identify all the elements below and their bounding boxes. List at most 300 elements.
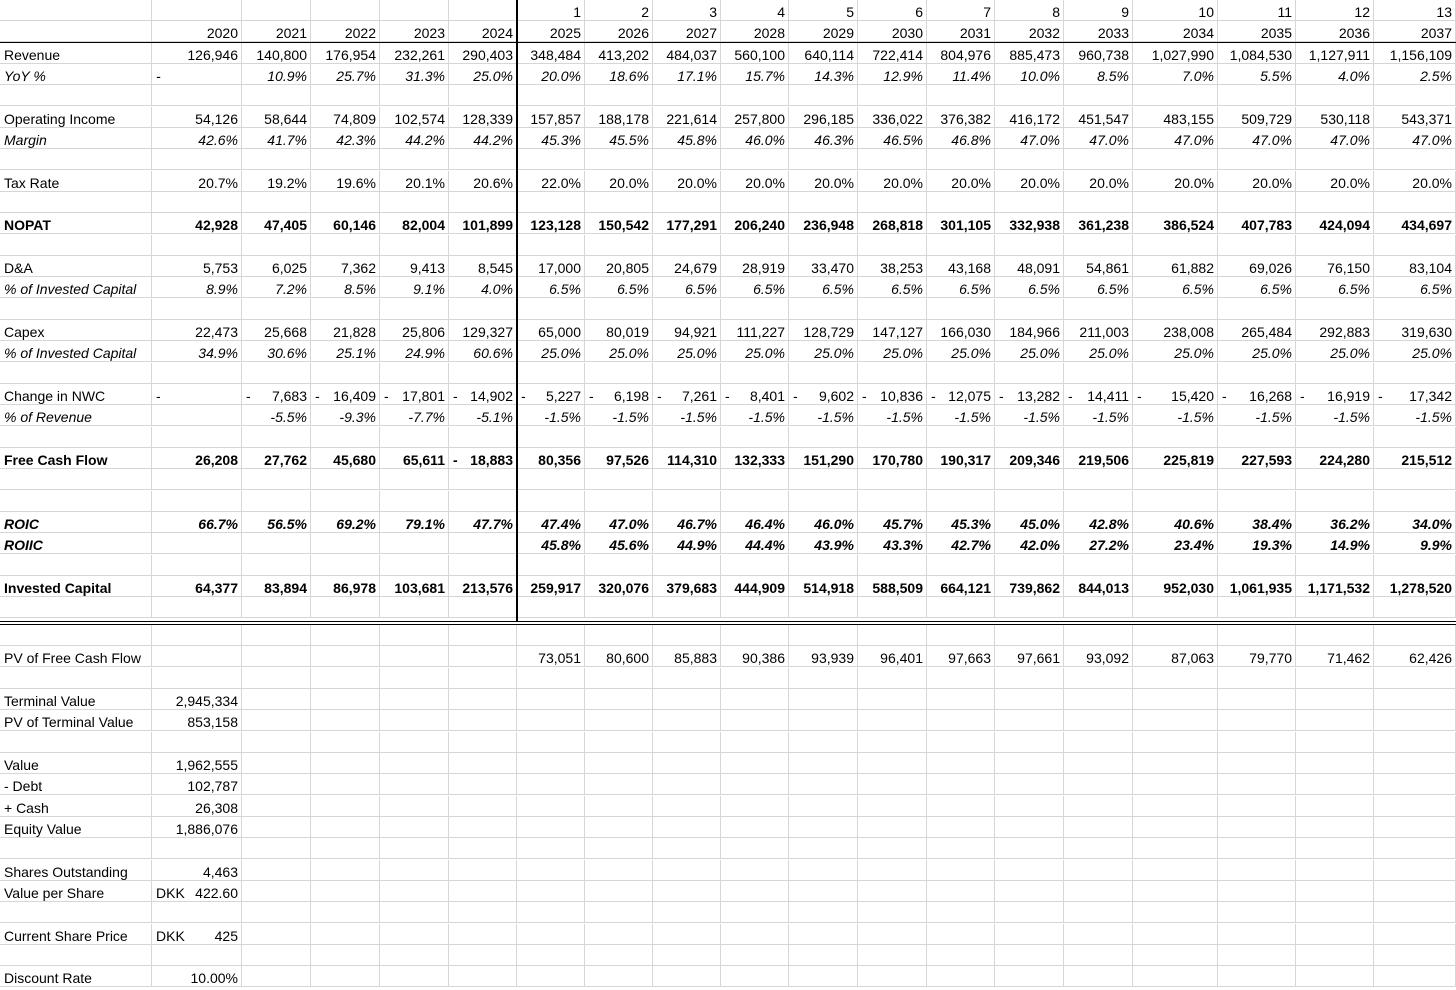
value-cell[interactable] <box>1133 43 1218 64</box>
value-cell[interactable] <box>1296 860 1374 881</box>
row-label-cell[interactable] <box>0 491 152 512</box>
row-label-cell[interactable] <box>0 171 152 192</box>
header-cell[interactable] <box>927 0 995 21</box>
value-cell[interactable] <box>311 796 380 817</box>
value-cell[interactable] <box>789 774 858 795</box>
value-cell[interactable] <box>653 235 721 256</box>
row-label-cell[interactable] <box>0 384 152 405</box>
value-cell[interactable] <box>858 668 927 689</box>
value-cell[interactable] <box>585 43 653 64</box>
value-cell[interactable] <box>927 838 995 859</box>
value-cell[interactable] <box>380 171 449 192</box>
header-cell[interactable] <box>311 21 380 42</box>
value-cell[interactable] <box>585 341 653 362</box>
value-cell[interactable] <box>585 213 653 234</box>
value-cell[interactable] <box>653 817 721 838</box>
value-cell[interactable] <box>449 448 517 469</box>
row-label-cell[interactable] <box>0 192 152 213</box>
value-cell[interactable] <box>1133 902 1218 923</box>
value-cell[interactable] <box>152 469 242 490</box>
value-cell[interactable] <box>449 405 517 426</box>
value-cell[interactable] <box>721 796 789 817</box>
value-cell[interactable] <box>995 774 1064 795</box>
value-cell[interactable] <box>449 256 517 277</box>
row-label-cell[interactable] <box>0 299 152 320</box>
value-cell[interactable] <box>585 171 653 192</box>
value-cell[interactable] <box>152 384 242 405</box>
value-cell[interactable] <box>1133 213 1218 234</box>
value-cell[interactable] <box>242 668 311 689</box>
value-cell[interactable] <box>380 902 449 923</box>
value-cell[interactable] <box>517 43 585 64</box>
value-cell[interactable] <box>653 43 721 64</box>
value-cell[interactable] <box>858 555 927 576</box>
value-cell[interactable] <box>311 235 380 256</box>
value-cell[interactable] <box>311 341 380 362</box>
value-cell[interactable] <box>721 405 789 426</box>
header-cell[interactable] <box>152 0 242 21</box>
value-cell[interactable] <box>858 732 927 753</box>
value-cell[interactable] <box>995 277 1064 298</box>
value-cell[interactable] <box>653 469 721 490</box>
value-cell[interactable] <box>1218 277 1296 298</box>
value-cell[interactable] <box>152 576 242 597</box>
value-cell[interactable] <box>242 235 311 256</box>
value-cell[interactable] <box>585 881 653 902</box>
value-cell[interactable] <box>517 235 585 256</box>
value-cell[interactable] <box>1374 860 1456 881</box>
value-cell[interactable] <box>1133 576 1218 597</box>
header-cell[interactable] <box>1374 21 1456 42</box>
value-cell[interactable] <box>311 753 380 774</box>
header-cell[interactable] <box>653 21 721 42</box>
value-cell[interactable] <box>449 213 517 234</box>
value-cell[interactable] <box>449 555 517 576</box>
value-cell[interactable] <box>585 796 653 817</box>
value-cell[interactable] <box>653 107 721 128</box>
value-cell[interactable] <box>585 646 653 667</box>
value-cell[interactable] <box>152 689 242 710</box>
header-cell[interactable] <box>380 21 449 42</box>
value-cell[interactable] <box>242 838 311 859</box>
value-cell[interactable] <box>721 107 789 128</box>
value-cell[interactable] <box>1218 448 1296 469</box>
value-cell[interactable] <box>1133 384 1218 405</box>
value-cell[interactable] <box>927 796 995 817</box>
row-label-cell[interactable] <box>0 710 152 731</box>
value-cell[interactable] <box>517 149 585 170</box>
value-cell[interactable] <box>242 427 311 448</box>
value-cell[interactable] <box>1064 597 1133 618</box>
row-label-cell[interactable] <box>0 817 152 838</box>
value-cell[interactable] <box>1133 924 1218 945</box>
value-cell[interactable] <box>653 597 721 618</box>
value-cell[interactable] <box>1064 171 1133 192</box>
row-label-cell[interactable] <box>0 107 152 128</box>
value-cell[interactable] <box>1296 128 1374 149</box>
value-cell[interactable] <box>517 85 585 106</box>
value-cell[interactable] <box>721 646 789 667</box>
value-cell[interactable] <box>1218 149 1296 170</box>
value-cell[interactable] <box>311 576 380 597</box>
value-cell[interactable] <box>927 192 995 213</box>
header-cell[interactable] <box>927 21 995 42</box>
row-label-cell[interactable] <box>0 448 152 469</box>
value-cell[interactable] <box>721 924 789 945</box>
value-cell[interactable] <box>1064 774 1133 795</box>
value-cell[interactable] <box>1296 427 1374 448</box>
value-cell[interactable] <box>242 881 311 902</box>
value-cell[interactable] <box>1374 512 1456 533</box>
header-label-cell[interactable] <box>0 21 152 42</box>
value-cell[interactable] <box>1374 256 1456 277</box>
value-cell[interactable] <box>927 448 995 469</box>
value-cell[interactable] <box>585 753 653 774</box>
value-cell[interactable] <box>858 235 927 256</box>
value-cell[interactable] <box>1133 469 1218 490</box>
value-cell[interactable] <box>449 597 517 618</box>
value-cell[interactable] <box>517 966 585 987</box>
value-cell[interactable] <box>927 966 995 987</box>
value-cell[interactable] <box>721 192 789 213</box>
header-cell[interactable] <box>721 0 789 21</box>
value-cell[interactable] <box>927 924 995 945</box>
value-cell[interactable] <box>1374 796 1456 817</box>
value-cell[interactable] <box>1296 796 1374 817</box>
value-cell[interactable] <box>242 625 311 646</box>
value-cell[interactable] <box>995 817 1064 838</box>
value-cell[interactable] <box>311 555 380 576</box>
value-cell[interactable] <box>242 753 311 774</box>
value-cell[interactable] <box>1218 341 1296 362</box>
value-cell[interactable] <box>927 341 995 362</box>
value-cell[interactable] <box>1064 213 1133 234</box>
row-label-cell[interactable] <box>0 256 152 277</box>
value-cell[interactable] <box>242 689 311 710</box>
value-cell[interactable] <box>517 625 585 646</box>
value-cell[interactable] <box>449 966 517 987</box>
value-cell[interactable] <box>1218 902 1296 923</box>
value-cell[interactable] <box>449 576 517 597</box>
value-cell[interactable] <box>517 597 585 618</box>
value-cell[interactable] <box>1064 533 1133 554</box>
value-cell[interactable] <box>1064 277 1133 298</box>
row-label-cell[interactable] <box>0 597 152 618</box>
value-cell[interactable] <box>1218 753 1296 774</box>
value-cell[interactable] <box>1064 149 1133 170</box>
value-cell[interactable] <box>1374 107 1456 128</box>
value-cell[interactable] <box>1064 796 1133 817</box>
value-cell[interactable] <box>449 838 517 859</box>
value-cell[interactable] <box>1296 107 1374 128</box>
value-cell[interactable] <box>152 171 242 192</box>
value-cell[interactable] <box>152 860 242 881</box>
value-cell[interactable] <box>1133 689 1218 710</box>
value-cell[interactable] <box>927 469 995 490</box>
value-cell[interactable] <box>152 625 242 646</box>
value-cell[interactable] <box>449 512 517 533</box>
value-cell[interactable] <box>858 363 927 384</box>
value-cell[interactable] <box>1064 966 1133 987</box>
value-cell[interactable] <box>1064 555 1133 576</box>
row-label-cell[interactable] <box>0 945 152 966</box>
value-cell[interactable] <box>1064 107 1133 128</box>
value-cell[interactable] <box>449 945 517 966</box>
value-cell[interactable] <box>995 192 1064 213</box>
value-cell[interactable] <box>242 902 311 923</box>
value-cell[interactable] <box>1133 710 1218 731</box>
value-cell[interactable] <box>789 753 858 774</box>
value-cell[interactable] <box>517 128 585 149</box>
value-cell[interactable] <box>789 448 858 469</box>
value-cell[interactable] <box>242 966 311 987</box>
value-cell[interactable] <box>242 277 311 298</box>
value-cell[interactable] <box>449 689 517 710</box>
value-cell[interactable] <box>311 646 380 667</box>
value-cell[interactable] <box>1218 710 1296 731</box>
value-cell[interactable] <box>858 107 927 128</box>
value-cell[interactable] <box>653 924 721 945</box>
value-cell[interactable] <box>789 299 858 320</box>
value-cell[interactable] <box>1064 363 1133 384</box>
value-cell[interactable] <box>858 384 927 405</box>
value-cell[interactable] <box>721 320 789 341</box>
value-cell[interactable] <box>1218 213 1296 234</box>
row-label-cell[interactable] <box>0 668 152 689</box>
header-cell[interactable] <box>517 0 585 21</box>
value-cell[interactable] <box>995 512 1064 533</box>
value-cell[interactable] <box>1133 753 1218 774</box>
value-cell[interactable] <box>995 945 1064 966</box>
value-cell[interactable] <box>1133 64 1218 85</box>
value-cell[interactable] <box>1064 924 1133 945</box>
row-label-cell[interactable] <box>0 689 152 710</box>
value-cell[interactable] <box>653 192 721 213</box>
value-cell[interactable] <box>927 881 995 902</box>
value-cell[interactable] <box>995 555 1064 576</box>
value-cell[interactable] <box>721 149 789 170</box>
value-cell[interactable] <box>1296 192 1374 213</box>
value-cell[interactable] <box>858 149 927 170</box>
value-cell[interactable] <box>1296 966 1374 987</box>
value-cell[interactable] <box>1218 363 1296 384</box>
value-cell[interactable] <box>380 85 449 106</box>
value-cell[interactable] <box>1064 902 1133 923</box>
value-cell[interactable] <box>721 533 789 554</box>
value-cell[interactable] <box>380 668 449 689</box>
value-cell[interactable] <box>585 597 653 618</box>
value-cell[interactable] <box>858 817 927 838</box>
value-cell[interactable] <box>1064 384 1133 405</box>
value-cell[interactable] <box>995 320 1064 341</box>
value-cell[interactable] <box>311 299 380 320</box>
value-cell[interactable] <box>152 945 242 966</box>
value-cell[interactable] <box>1218 405 1296 426</box>
value-cell[interactable] <box>1296 689 1374 710</box>
row-label-cell[interactable] <box>0 85 152 106</box>
value-cell[interactable] <box>1296 597 1374 618</box>
value-cell[interactable] <box>585 555 653 576</box>
value-cell[interactable] <box>449 299 517 320</box>
value-cell[interactable] <box>380 213 449 234</box>
value-cell[interactable] <box>380 128 449 149</box>
value-cell[interactable] <box>311 405 380 426</box>
value-cell[interactable] <box>789 85 858 106</box>
value-cell[interactable] <box>1374 902 1456 923</box>
value-cell[interactable] <box>585 405 653 426</box>
value-cell[interactable] <box>927 491 995 512</box>
value-cell[interactable] <box>1218 576 1296 597</box>
value-cell[interactable] <box>517 555 585 576</box>
value-cell[interactable] <box>1374 491 1456 512</box>
value-cell[interactable] <box>1374 924 1456 945</box>
value-cell[interactable] <box>653 427 721 448</box>
value-cell[interactable] <box>517 469 585 490</box>
value-cell[interactable] <box>380 427 449 448</box>
value-cell[interactable] <box>517 299 585 320</box>
value-cell[interactable] <box>152 774 242 795</box>
value-cell[interactable] <box>1218 235 1296 256</box>
value-cell[interactable] <box>1296 710 1374 731</box>
value-cell[interactable] <box>449 753 517 774</box>
value-cell[interactable] <box>721 448 789 469</box>
value-cell[interactable] <box>1133 235 1218 256</box>
value-cell[interactable] <box>1218 43 1296 64</box>
value-cell[interactable] <box>517 405 585 426</box>
value-cell[interactable] <box>789 277 858 298</box>
value-cell[interactable] <box>242 341 311 362</box>
row-label-cell[interactable] <box>0 427 152 448</box>
value-cell[interactable] <box>1296 320 1374 341</box>
value-cell[interactable] <box>311 384 380 405</box>
value-cell[interactable] <box>1133 448 1218 469</box>
value-cell[interactable] <box>380 555 449 576</box>
value-cell[interactable] <box>152 85 242 106</box>
value-cell[interactable] <box>789 64 858 85</box>
value-cell[interactable] <box>242 469 311 490</box>
value-cell[interactable] <box>858 966 927 987</box>
value-cell[interactable] <box>858 774 927 795</box>
value-cell[interactable] <box>1133 299 1218 320</box>
value-cell[interactable] <box>517 796 585 817</box>
value-cell[interactable] <box>380 256 449 277</box>
value-cell[interactable] <box>585 427 653 448</box>
value-cell[interactable] <box>449 64 517 85</box>
value-cell[interactable] <box>789 597 858 618</box>
value-cell[interactable] <box>1133 945 1218 966</box>
value-cell[interactable] <box>1218 966 1296 987</box>
value-cell[interactable] <box>311 43 380 64</box>
value-cell[interactable] <box>1374 838 1456 859</box>
value-cell[interactable] <box>927 171 995 192</box>
value-cell[interactable] <box>858 945 927 966</box>
value-cell[interactable] <box>1218 924 1296 945</box>
header-cell[interactable] <box>1374 0 1456 21</box>
value-cell[interactable] <box>449 277 517 298</box>
value-cell[interactable] <box>789 320 858 341</box>
value-cell[interactable] <box>1374 277 1456 298</box>
value-cell[interactable] <box>1133 405 1218 426</box>
value-cell[interactable] <box>653 902 721 923</box>
value-cell[interactable] <box>1374 192 1456 213</box>
value-cell[interactable] <box>995 405 1064 426</box>
value-cell[interactable] <box>1296 149 1374 170</box>
value-cell[interactable] <box>152 149 242 170</box>
value-cell[interactable] <box>152 213 242 234</box>
value-cell[interactable] <box>995 597 1064 618</box>
value-cell[interactable] <box>721 171 789 192</box>
value-cell[interactable] <box>152 341 242 362</box>
value-cell[interactable] <box>1374 881 1456 902</box>
value-cell[interactable] <box>858 320 927 341</box>
value-cell[interactable] <box>653 945 721 966</box>
value-cell[interactable] <box>517 732 585 753</box>
value-cell[interactable] <box>995 363 1064 384</box>
value-cell[interactable] <box>995 256 1064 277</box>
value-cell[interactable] <box>858 427 927 448</box>
value-cell[interactable] <box>311 625 380 646</box>
value-cell[interactable] <box>653 753 721 774</box>
value-cell[interactable] <box>585 838 653 859</box>
value-cell[interactable] <box>927 235 995 256</box>
value-cell[interactable] <box>1064 128 1133 149</box>
value-cell[interactable] <box>380 533 449 554</box>
value-cell[interactable] <box>242 860 311 881</box>
value-cell[interactable] <box>789 405 858 426</box>
value-cell[interactable] <box>517 512 585 533</box>
value-cell[interactable] <box>789 512 858 533</box>
value-cell[interactable] <box>1296 774 1374 795</box>
header-label-cell[interactable] <box>0 0 152 21</box>
header-cell[interactable] <box>449 21 517 42</box>
value-cell[interactable] <box>1133 774 1218 795</box>
value-cell[interactable] <box>789 817 858 838</box>
value-cell[interactable] <box>653 341 721 362</box>
value-cell[interactable] <box>789 533 858 554</box>
value-cell[interactable] <box>380 469 449 490</box>
header-cell[interactable] <box>449 0 517 21</box>
value-cell[interactable] <box>152 732 242 753</box>
value-cell[interactable] <box>1374 668 1456 689</box>
header-cell[interactable] <box>789 0 858 21</box>
value-cell[interactable] <box>1064 646 1133 667</box>
value-cell[interactable] <box>380 881 449 902</box>
value-cell[interactable] <box>242 732 311 753</box>
value-cell[interactable] <box>789 469 858 490</box>
value-cell[interactable] <box>1296 64 1374 85</box>
value-cell[interactable] <box>927 43 995 64</box>
value-cell[interactable] <box>858 576 927 597</box>
value-cell[interactable] <box>653 491 721 512</box>
value-cell[interactable] <box>653 405 721 426</box>
value-cell[interactable] <box>927 902 995 923</box>
value-cell[interactable] <box>1064 753 1133 774</box>
value-cell[interactable] <box>517 924 585 945</box>
value-cell[interactable] <box>653 384 721 405</box>
value-cell[interactable] <box>1133 838 1218 859</box>
value-cell[interactable] <box>995 646 1064 667</box>
value-cell[interactable] <box>1133 149 1218 170</box>
value-cell[interactable] <box>380 341 449 362</box>
value-cell[interactable] <box>152 405 242 426</box>
value-cell[interactable] <box>1064 860 1133 881</box>
value-cell[interactable] <box>721 469 789 490</box>
value-cell[interactable] <box>449 491 517 512</box>
value-cell[interactable] <box>653 860 721 881</box>
value-cell[interactable] <box>1133 171 1218 192</box>
value-cell[interactable] <box>1296 924 1374 945</box>
value-cell[interactable] <box>1374 625 1456 646</box>
